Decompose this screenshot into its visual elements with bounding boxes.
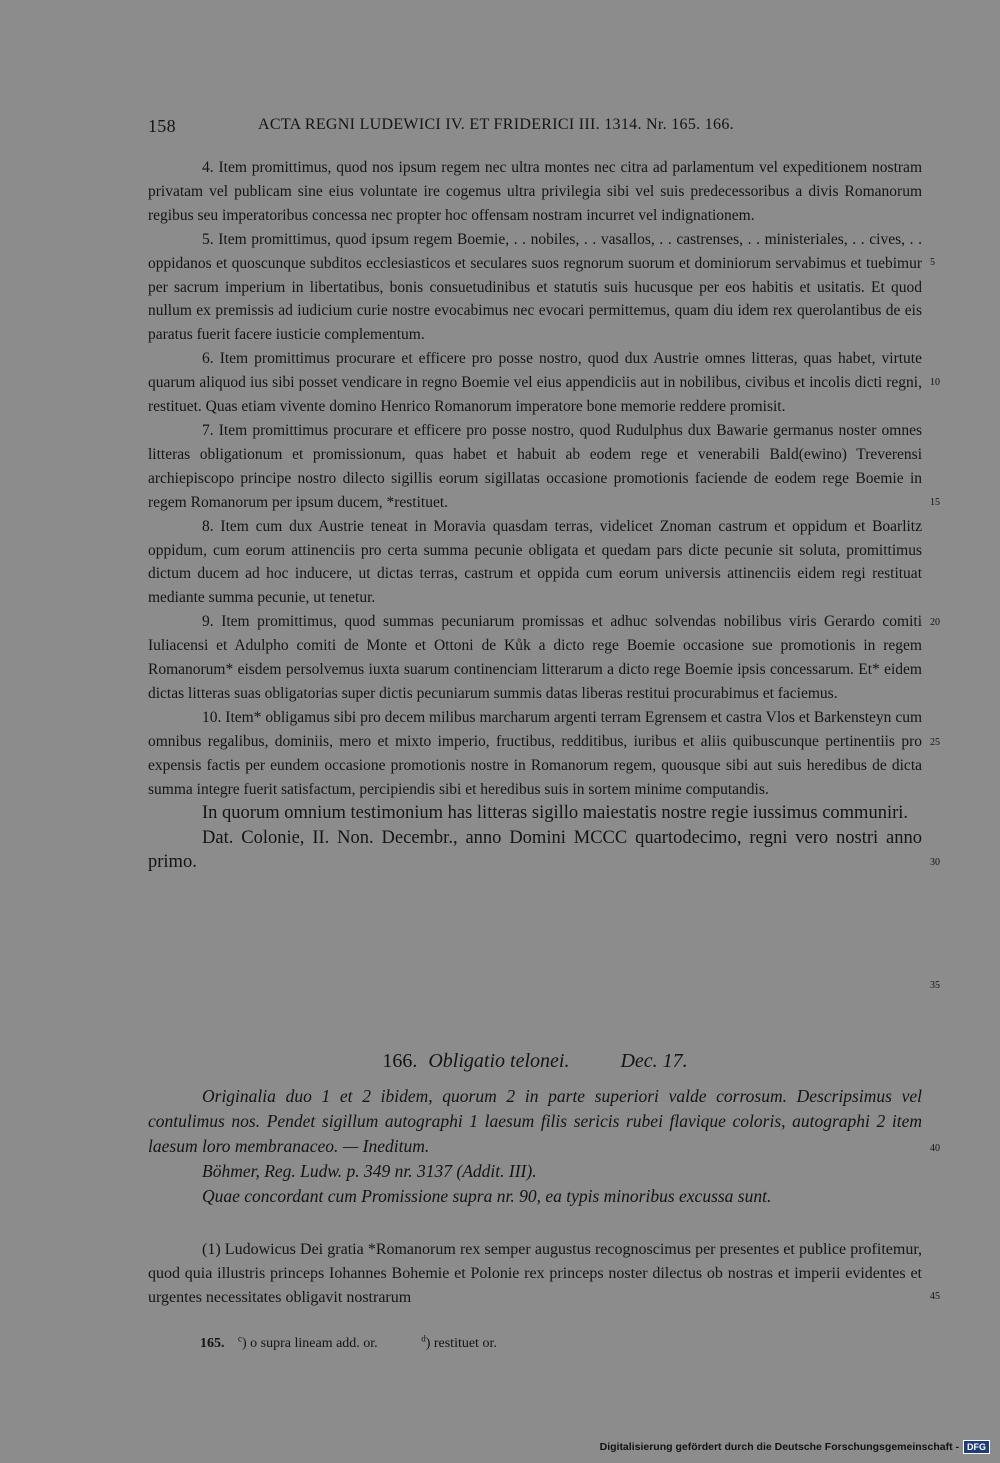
running-title: ACTA REGNI LUDEWICI IV. ET FRIDERICI III. 1314. Nr. 165. 166. (258, 116, 734, 133)
doc166-title: Obligatio telonei. (428, 1050, 570, 1072)
line-number: 15 (930, 497, 940, 508)
doc166-date: Dec. 17. (620, 1050, 688, 1072)
footnote-d (421, 1333, 497, 1351)
doc166-note-originals: Originalia duo 1 et 2 ibidem, quorum 2 in parte superiori valde corrosum. Descripsimus vel contulimus nos. Pendet sigillum autographi 1 laesum filis sericis rubei flavique coloris, autographi 2 item laesum loro membranaceo. — Ineditum. (148, 1086, 922, 1156)
closing-datum: Dat. Colonie, II. Non. Decembr., anno Domini MCCC quartodecimo, regni vero nostri anno primo. (148, 827, 922, 873)
doc166-notes (148, 1084, 922, 1209)
doc166-note-concordance: Quae concordant cum Promissione supra nr. 90, ea typis minoribus excussa sunt. (202, 1186, 772, 1206)
doc166-number: 166. (382, 1050, 418, 1072)
doc166-note-regesta: Böhmer, Reg. Ludw. p. 349 nr. 3137 (Addit. III). (202, 1161, 537, 1181)
closing-corroboratio: In quorum omnium testimonium has litteras sigillo maiestatis nostre regie iussimus communiri. (202, 803, 909, 824)
paragraph-8: 8. Item cum dux Austrie teneat in Moravia quasdam terras, videlicet Znoman castrum et oppidum et Boarlitz oppidum, cum eorum attinenciis pro certa summa pecunie obligata et quedam pars dicte pecunie sit soluta, promittimus dictum ducem ad hoc inducere, ut dictas terras, castrum et oppida cum eorum universis attinenciis eidem regi restituat mediante summa pecunie, ut tenetur. (148, 517, 922, 607)
line-number: 10 (930, 377, 940, 388)
paragraph-5: 5. Item promittimus, quod ipsum regem Boemie, . . nobiles, . . vasallos, . . castrenses, . . ministeriales, . . cives, . . oppidanos et quoscunque subditos ecclesiasticos et seculares suos regnorum suorum et dominiorum servabimus et tuebimur per sacrum imperium in libertatibus, bonis consuetudinibus et statutis suis hucusque per eos habitis et usitatis. Et quod nullum ex premissis ad iudicium curie nostre evocabimus nec evocari permittemus, quam diu idem rex querolantibus de eis paratus fuerit facere iusticie complementum. (148, 230, 922, 344)
line-number: 25 (930, 737, 940, 748)
doc165-body (148, 156, 922, 875)
dfg-logo: DFG (963, 1440, 990, 1454)
footnote-d-text: ) restituet or. (425, 1335, 497, 1351)
paragraph-4: 4. Item promittimus, quod nos ipsum regem nec ultra montes nec citra ad parlamentum vel expeditionem nostram privatam vel publicam sine eius voluntate ire cogemus ultra privilegia sibi vel suis predecessoribus a divis Romanorum regibus seu imperatoribus concessa nec propter hoc offensam nostram incurret vel indignationem. (148, 159, 922, 224)
doc166-heading (148, 1050, 922, 1073)
line-number: 5 (930, 257, 935, 268)
paragraph-7: 7. Item promittimus procurare et efficere pro posse nostro, quod Rudulphus dux Bawarie germanus noster omnes litteras obligationum et promissionum, quas habet et habuit ab eodem rege et venerabili Bald(ewino) Treverensi archiepiscopo principe nostro dilecto sigillis eorum sigillatas occasione promotionis faciende de eodem rege Boemie in regem Romanorum per ipsum ducem, *restituet. (148, 421, 922, 511)
line-number: 30 (930, 857, 940, 868)
paragraph-6: 6. Item promittimus procurare et efficere pro posse nostro, quod dux Austrie omnes litteras, quas habet, virtute quarum aliquod ius sibi posset vendicare in regno Boemie vel eius appendiciis aut in nobilibus, civibus et incolis dicti regni, restituet. Quas etiam vivente domino Henrico Romanorum imperatore bone memorie reddere promisit. (148, 350, 922, 416)
footnote-d-mark: d (421, 1333, 426, 1343)
line-number: 35 (930, 980, 940, 991)
footnote-c (238, 1333, 378, 1351)
doc166-text: (1) Ludowicus Dei gratia *Romanorum rex semper augustus recognoscimus per presentes et publice profitemur, quod quia illustris princeps Iohannes Bohemie et Polonie rex princeps noster dilectus ob nostras et imperii evidentes et urgentes necessitates obligavit nostrarum (148, 1241, 922, 1306)
credit-text: Digitalisierung gefördert durch die Deutsche Forschungsgemeinschaft - (599, 1441, 959, 1453)
line-number: 40 (930, 1143, 940, 1154)
footnote-c-mark: c (238, 1333, 242, 1343)
footnote-section-label: 165. (200, 1335, 225, 1351)
line-number: 45 (930, 1291, 940, 1302)
footnote-c-text: ) o supra lineam add. or. (242, 1335, 378, 1351)
line-number: 20 (930, 617, 940, 628)
digitization-credit (600, 1440, 990, 1454)
page-number: 158 (148, 116, 176, 136)
doc166-body (148, 1238, 922, 1310)
footnotes (200, 1333, 537, 1352)
paragraph-10: 10. Item* obligamus sibi pro decem milibus marcharum argenti terram Egrensem et castra Vlos et Barkensteyn cum omnibus regalibus, dominiis, mero et mixto imperio, fructibus, redditibus, iuribus et aliis quibuscunque pertinentiis pro expensis factis per eundem occasione promotionis nostre in Romanorum regem, quousque sibi aut suis heredibus de dicta summa integre fuerit satisfactum, percipiendis sibi et heredibus suis in sortem minime computandis. (148, 708, 922, 798)
paragraph-9: 9. Item promittimus, quod summas pecuniarum promissas et adhuc solvendas nobilibus viris Gerardo comiti Iuliacensi et Adulpho comiti de Monte et Ottoni de Kůk a dicto rege Boemie occasione sue promotionis in regem Romanorum* eisdem persolvemus iuxta suarum continenciam litterarum a dicto rege Boemie ipsis concessarum. Et* eidem dictas litteras suas obligatorias super dictis pecuniarum summis datas liberas restitui procurabimus et faciemus. (148, 613, 922, 702)
